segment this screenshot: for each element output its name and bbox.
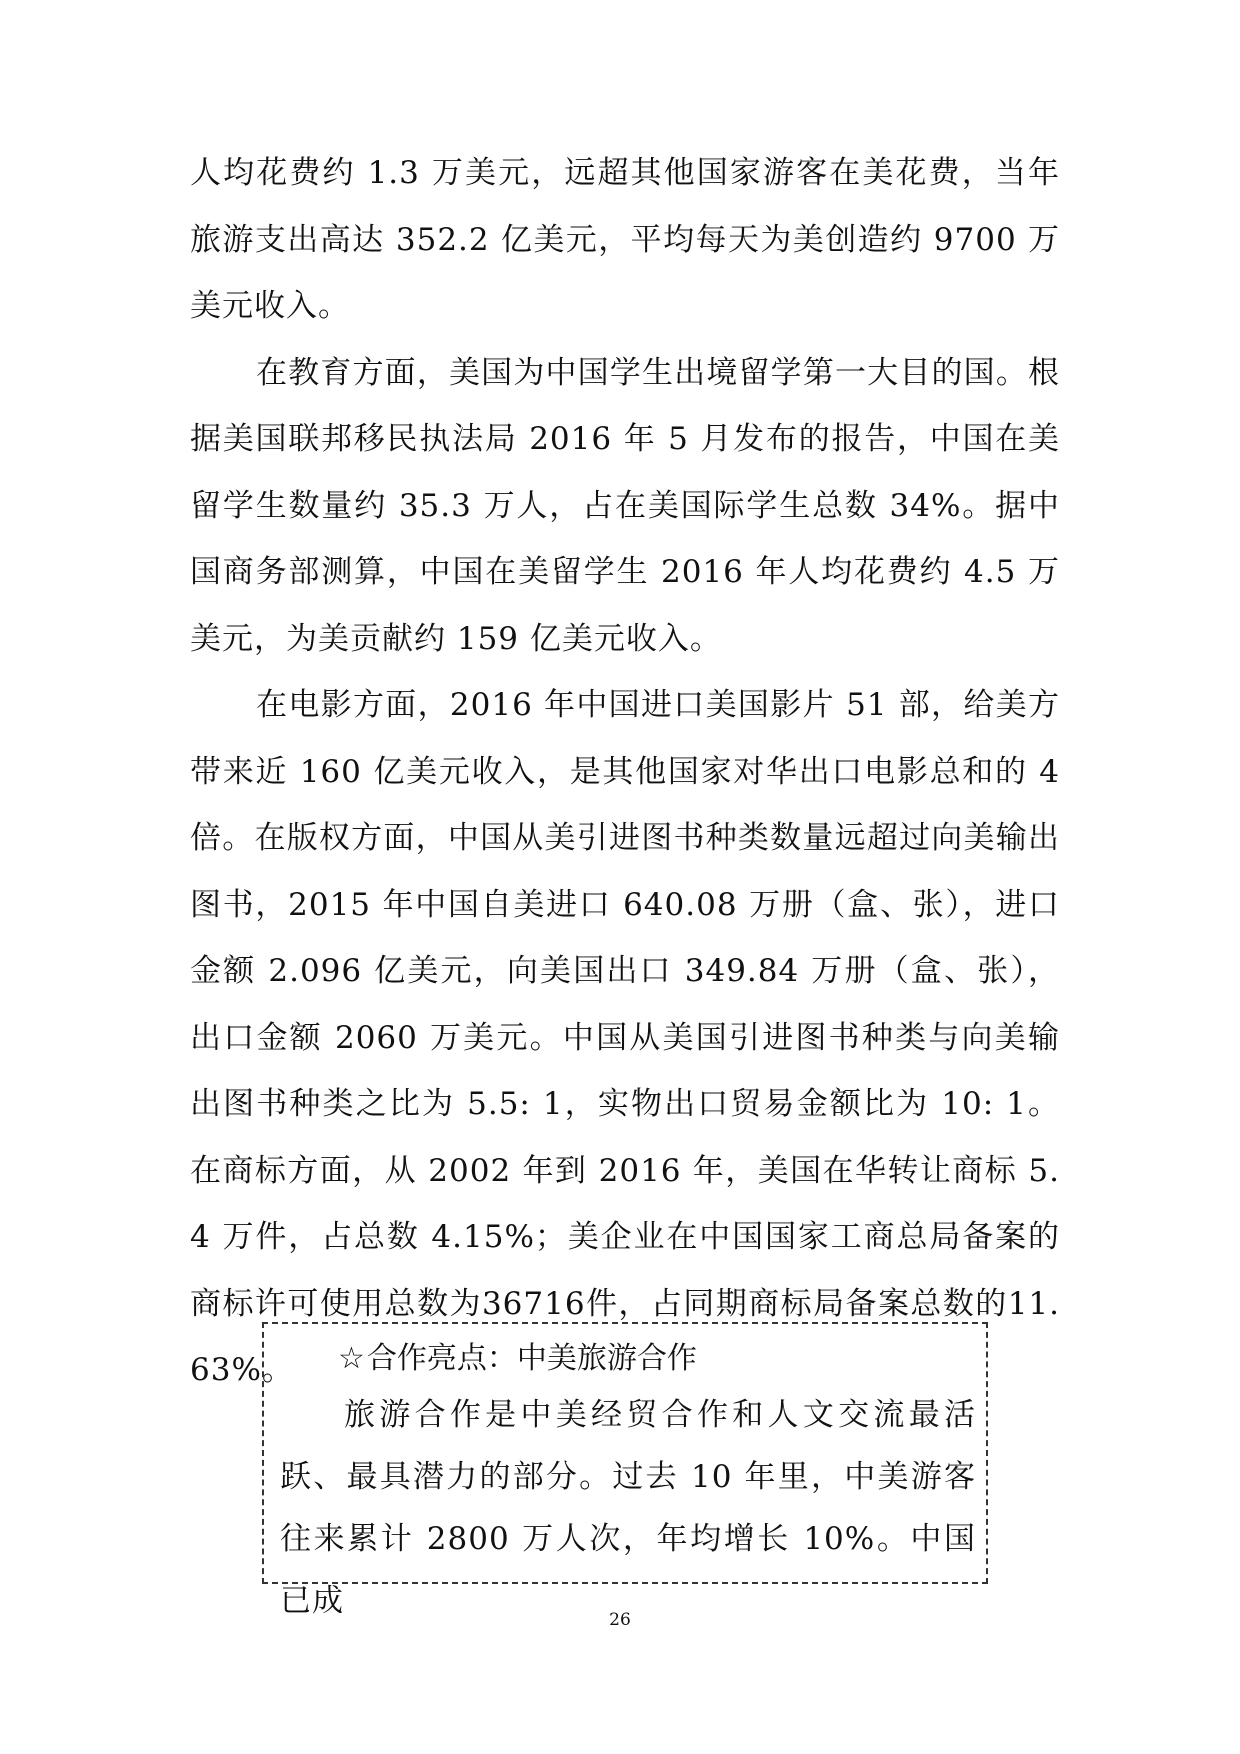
star-icon: ☆ xyxy=(338,1341,365,1376)
paragraph-tourism-spending: 人均花费约 1.3 万美元，远超其他国家游客在美花费，当年旅游支出高达 352.2 亿美元，平均每天为美创造约 9700 万美元收入。 xyxy=(190,155,1060,324)
highlight-box xyxy=(262,1322,988,1619)
body-text xyxy=(190,140,1071,1404)
highlight-title-text: 合作亮点：中美旅游合作 xyxy=(366,1341,697,1376)
paragraph-film-copyright-trademark: 在电影方面，2016 年中国进口美国影片 51 部，给美方带来近 160 亿美元收入，是其他国家对华出口电影总和的 4 倍。在版权方面，中国从美引进图书种类数量远超过向美输出图书，2015 年中国自美进口 640.08 万册（盒、张），进口金额 2.096 亿美元，向美国出口 349.84 万册（盒、张），出口金额 2060 万美元。中国从美国引进图书种类与向美输出图书种类之比为 5.5: 1，实物出口贸易金额比为 10: 1。在商标方面，从 2002 年到 2016 年，美国在华转让商标 5.4 万件，占总数 4.15%；美企业在中国国家工商总局备案的商标许可使用总数为36716件，占同期商标局备案总数的11.63%。 xyxy=(190,687,1071,1388)
paragraph-education: 在教育方面，美国为中国学生出境留学第一大目的国。根据美国联邦移民执法局 2016 年 5 月发布的报告，中国在美留学生数量约 35.3 万人，占在美国际学生总数 34%。据中国商务部测算，中国在美留学生 2016 年人均花费约 4.5 万美元，为美贡献约 159 亿美元收入。 xyxy=(190,354,1060,657)
highlight-text: 旅游合作是中美经贸合作和人文交流最活跃、最具潜力的部分。过去 10 年里，中美游客往来累计 2800 万人次，年均增长 10%。中国已成 xyxy=(280,1397,976,1619)
highlight-title xyxy=(280,1334,976,1384)
page-number: 26 xyxy=(609,1610,631,1630)
